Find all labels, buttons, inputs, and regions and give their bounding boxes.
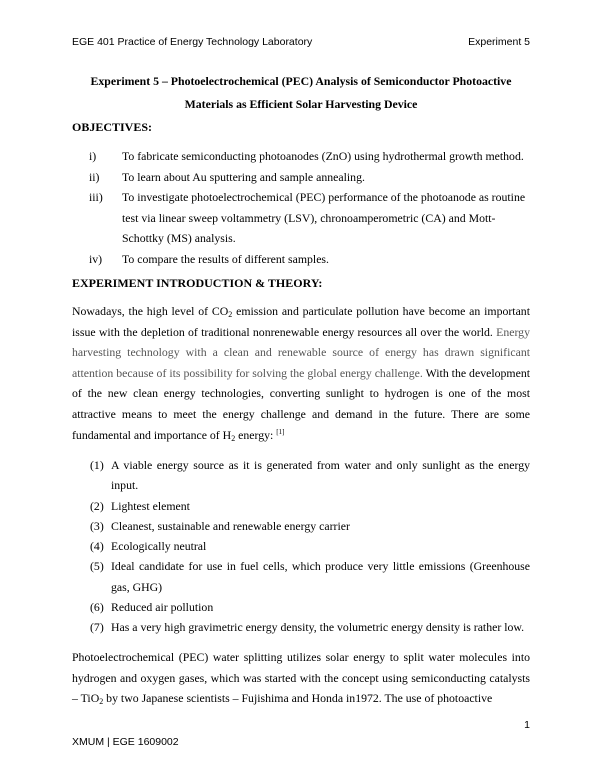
objectives-heading: OBJECTIVES:: [72, 120, 153, 134]
objectives-list: [72, 146, 530, 269]
objective-number: iv): [89, 251, 103, 266]
intro-p2-part-a: Photoelectrochemical (PEC) water splitting utilizes solar energy to split water molecules into hydrogen and oxygen gases, which was started with the concept using semiconducting catalysts – TiO: [72, 650, 530, 706]
intro-p1-part-b: emission and particulate pollution have become an important issue with the depletion of traditional nonrenewable energy resources all over the world.: [72, 304, 530, 339]
header-course: EGE 401 Practice of Energy Technology Laboratory: [72, 36, 313, 48]
intro-p1-part-c: Energy harvesting technology with a clean and renewable source of energy has drawn significant attention because of its possibility for solving the global energy challenge.: [72, 324, 530, 380]
objective-item: [72, 187, 530, 249]
list-item: [72, 617, 530, 637]
list-item-text: Ideal candidate for use in fuel cells, which produce very little emissions (Greenhouse gas, GHG): [111, 559, 530, 594]
objective-text: To learn about Au sputtering and sample annealing.: [122, 169, 365, 184]
h2-subscript: 2: [231, 433, 236, 443]
list-item-text: Ecologically neutral: [111, 539, 207, 554]
objective-text: To fabricate semiconducting photoanodes (ZnO) using hydrothermal growth method.: [122, 149, 524, 163]
document-title: [72, 70, 530, 116]
list-item-number: (4): [90, 539, 104, 554]
objective-item: [72, 146, 530, 167]
list-item-text: Has a very high gravimetric energy density, the volumetric energy density is rather low.: [111, 620, 525, 635]
list-item-number: (5): [90, 559, 104, 574]
intro-p1-part-e: energy:: [235, 427, 277, 442]
tio2-subscript: 2: [99, 697, 104, 707]
list-item-text: Cleanest, sustainable and renewable energy carrier: [111, 518, 350, 533]
list-item: [72, 496, 530, 516]
objective-number: ii): [89, 169, 100, 184]
list-item: [72, 536, 530, 556]
list-item-text-content: A viable energy source as it is generated from water and only sunlight as the energy input.: [111, 458, 530, 493]
reference-marker: [1]: [276, 427, 285, 436]
list-item: [72, 556, 530, 597]
objective-item: [72, 167, 530, 188]
intro-p1-part-a: Nowadays, the high level of CO: [72, 304, 229, 318]
objective-number: iii): [89, 190, 103, 204]
title-line-1: Experiment 5 – Photoelectrochemical (PEC) Analysis of Semiconductor Photoactive: [90, 74, 512, 88]
objective-text: To compare the results of different samples.: [122, 251, 329, 266]
list-item: [72, 516, 530, 536]
list-item-number: (2): [90, 498, 104, 513]
objective-number: i): [89, 149, 97, 163]
objective-item: [72, 249, 530, 270]
intro-heading: EXPERIMENT INTRODUCTION & THEORY:: [72, 276, 323, 290]
list-item-number: (1): [90, 458, 104, 472]
page-footer: XMUM | EGE 1609002: [72, 736, 179, 748]
list-item-number: (3): [90, 518, 104, 533]
list-item-text: [90, 455, 530, 496]
intro-paragraph-1: [72, 301, 530, 445]
objective-text: To investigate photoelectrochemical (PEC) performance of the photoanode as routine test via linear sweep voltammetry (LSV), chronoamperometric (CA) and Mott-Schottky (MS) analysis.: [122, 190, 526, 245]
list-item-number: (6): [90, 600, 104, 615]
intro-paragraph-2: [72, 647, 530, 709]
co2-subscript: 2: [228, 310, 233, 319]
intro-p2-part-b: by two Japanese scientists – Fujishima and Honda in1972. The use of photoactive: [103, 691, 493, 706]
list-item: [72, 455, 530, 496]
list-item-text: Reduced air pollution: [111, 600, 214, 615]
title-line-2: Materials as Efficient Solar Harvesting Device: [184, 97, 418, 111]
list-item: [72, 597, 530, 617]
list-item-number: (7): [90, 620, 104, 635]
header-experiment: Experiment 5: [468, 36, 530, 48]
page-header: [72, 36, 530, 48]
intro-p1-part-d: With the development of the new clean energy technologies, converting sunlight to hydrogen is one of the most attractive means to meet the energy challenge and demand in the future. There are some fundamental and importance of H: [72, 365, 530, 442]
page-number: 1: [524, 719, 530, 731]
h2-importance-list: [72, 455, 530, 638]
list-item-text: Lightest element: [111, 498, 190, 513]
